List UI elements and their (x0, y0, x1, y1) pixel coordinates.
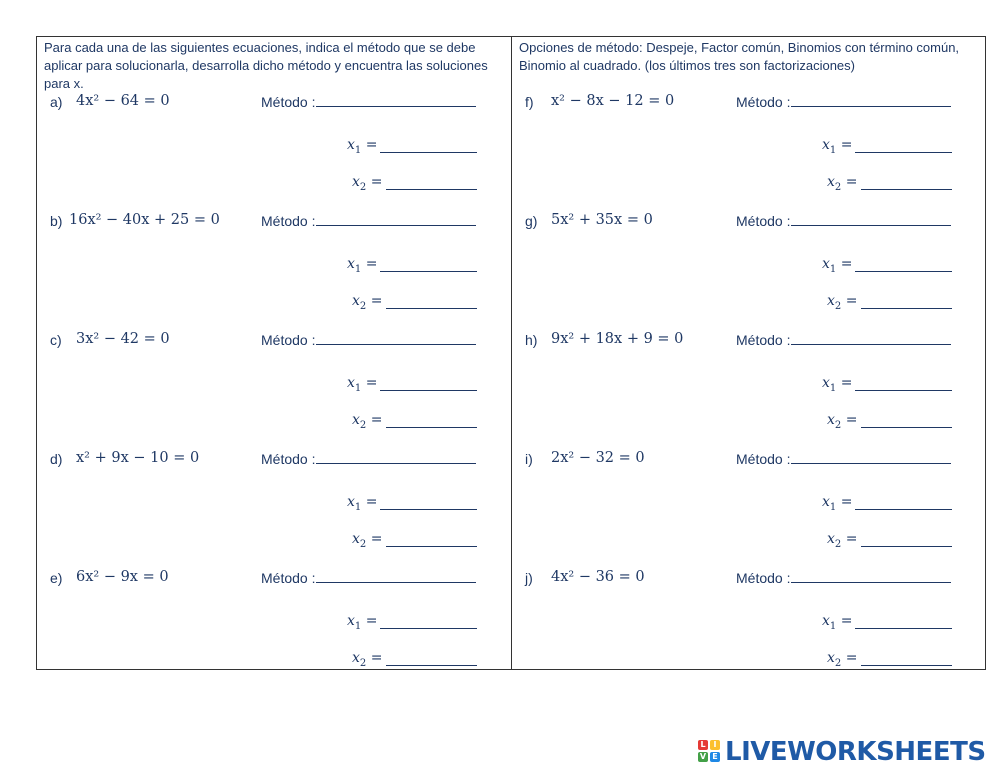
x2-label: $x_2$ = (352, 293, 383, 312)
method-label: Método : (261, 213, 316, 229)
x2-answer-blank[interactable] (386, 177, 477, 190)
x1-label: $x_1$ = (347, 375, 378, 394)
method-label: Método : (261, 570, 316, 586)
problem-label: h) (525, 332, 538, 348)
problem-e (37, 570, 511, 689)
problem-g (512, 213, 986, 332)
method-field[interactable] (736, 570, 951, 586)
problem-h (512, 332, 986, 451)
method-answer-blank[interactable] (316, 94, 476, 107)
method-answer-blank[interactable] (316, 451, 476, 464)
problem-label: g) (525, 213, 538, 229)
liveworksheets-logo-icon: L I V E (698, 740, 722, 764)
method-label: Método : (736, 332, 791, 348)
problem-label: a) (50, 94, 63, 110)
x2-answer-blank[interactable] (861, 415, 952, 428)
problem-label: i) (525, 451, 533, 467)
x2-label: $x_2$ = (827, 174, 858, 193)
x1-label: $x_1$ = (822, 256, 853, 275)
left-column (37, 37, 511, 669)
method-label: Método : (736, 570, 791, 586)
problem-label: b) (50, 213, 63, 229)
x2-answer-blank[interactable] (861, 534, 952, 547)
problem-b (37, 213, 511, 332)
method-answer-blank[interactable] (791, 570, 951, 583)
equation: 3x² − 42 = 0 (76, 331, 170, 347)
method-label: Método : (736, 94, 791, 110)
equation: x² + 9x − 10 = 0 (76, 450, 200, 466)
problem-label: d) (50, 451, 63, 467)
x1-label: $x_1$ = (822, 375, 853, 394)
x2-answer-blank[interactable] (386, 415, 477, 428)
problem-f (512, 94, 986, 213)
x2-answer-blank[interactable] (861, 296, 952, 309)
worksheet-table (36, 36, 986, 670)
x1-label: $x_1$ = (347, 137, 378, 156)
brand-name: LIVEWORKSHEETS (725, 737, 986, 767)
problem-i (512, 451, 986, 570)
method-label: Método : (261, 94, 316, 110)
method-field[interactable] (736, 451, 951, 467)
x2-answer-blank[interactable] (386, 534, 477, 547)
x1-label: $x_1$ = (347, 613, 378, 632)
right-column (512, 37, 986, 669)
x2-label: $x_2$ = (352, 174, 383, 193)
equation: 2x² − 32 = 0 (551, 450, 645, 466)
x2-label: $x_2$ = (827, 650, 858, 669)
method-field[interactable] (261, 94, 476, 110)
equation: x² − 8x − 12 = 0 (551, 93, 675, 109)
x1-answer-blank[interactable] (380, 497, 477, 510)
x2-label: $x_2$ = (827, 293, 858, 312)
x2-answer-blank[interactable] (386, 296, 477, 309)
x1-answer-blank[interactable] (855, 140, 952, 153)
x2-answer-blank[interactable] (861, 177, 952, 190)
x2-label: $x_2$ = (352, 531, 383, 550)
x1-label: $x_1$ = (822, 137, 853, 156)
x1-label: $x_1$ = (822, 494, 853, 513)
method-answer-blank[interactable] (316, 213, 476, 226)
method-field[interactable] (261, 332, 476, 348)
x2-label: $x_2$ = (352, 412, 383, 431)
problem-d (37, 451, 511, 570)
x1-label: $x_1$ = (347, 256, 378, 275)
problem-label: j) (525, 570, 533, 586)
method-field[interactable] (261, 213, 476, 229)
method-field[interactable] (261, 570, 476, 586)
method-field[interactable] (736, 94, 951, 110)
x2-label: $x_2$ = (827, 531, 858, 550)
problem-c (37, 332, 511, 451)
x1-answer-blank[interactable] (380, 259, 477, 272)
equation: 5x² + 35x = 0 (551, 212, 653, 228)
equation: 16x² − 40x + 25 = 0 (69, 212, 220, 228)
problem-a (37, 94, 511, 213)
x1-label: $x_1$ = (347, 494, 378, 513)
method-label: Método : (736, 213, 791, 229)
method-label: Método : (261, 332, 316, 348)
x1-answer-blank[interactable] (855, 259, 952, 272)
method-field[interactable] (261, 451, 476, 467)
x1-answer-blank[interactable] (855, 616, 952, 629)
method-field[interactable] (736, 213, 951, 229)
x1-answer-blank[interactable] (380, 378, 477, 391)
method-options-text: Opciones de método: Despeje, Factor común, Binomios con término común, Binomio al cuadrado. (los últimos tres son factorizaciones) (519, 40, 960, 73)
method-answer-blank[interactable] (791, 332, 951, 345)
x2-answer-blank[interactable] (386, 653, 477, 666)
equation: 6x² − 9x = 0 (76, 569, 169, 585)
method-label: Método : (736, 451, 791, 467)
problem-label: f) (525, 94, 534, 110)
equation: 4x² − 64 = 0 (76, 93, 170, 109)
instructions-text: Para cada una de las siguientes ecuaciones, indica el método que se debe aplicar para solucionarla, desarrolla dicho método y encuentra las soluciones para x. (44, 40, 488, 91)
method-answer-blank[interactable] (791, 94, 951, 107)
problem-label: c) (50, 332, 62, 348)
x2-label: $x_2$ = (827, 412, 858, 431)
x1-answer-blank[interactable] (380, 140, 477, 153)
equation: 9x² + 18x + 9 = 0 (551, 331, 684, 347)
method-label: Método : (261, 451, 316, 467)
x2-label: $x_2$ = (352, 650, 383, 669)
x2-answer-blank[interactable] (861, 653, 952, 666)
x1-label: $x_1$ = (822, 613, 853, 632)
method-answer-blank[interactable] (316, 332, 476, 345)
x1-answer-blank[interactable] (855, 497, 952, 510)
equation: 4x² − 36 = 0 (551, 569, 645, 585)
method-answer-blank[interactable] (316, 570, 476, 583)
method-answer-blank[interactable] (791, 451, 951, 464)
method-field[interactable] (736, 332, 951, 348)
x1-answer-blank[interactable] (380, 616, 477, 629)
method-answer-blank[interactable] (791, 213, 951, 226)
problem-label: e) (50, 570, 63, 586)
x1-answer-blank[interactable] (855, 378, 952, 391)
problem-j (512, 570, 986, 689)
